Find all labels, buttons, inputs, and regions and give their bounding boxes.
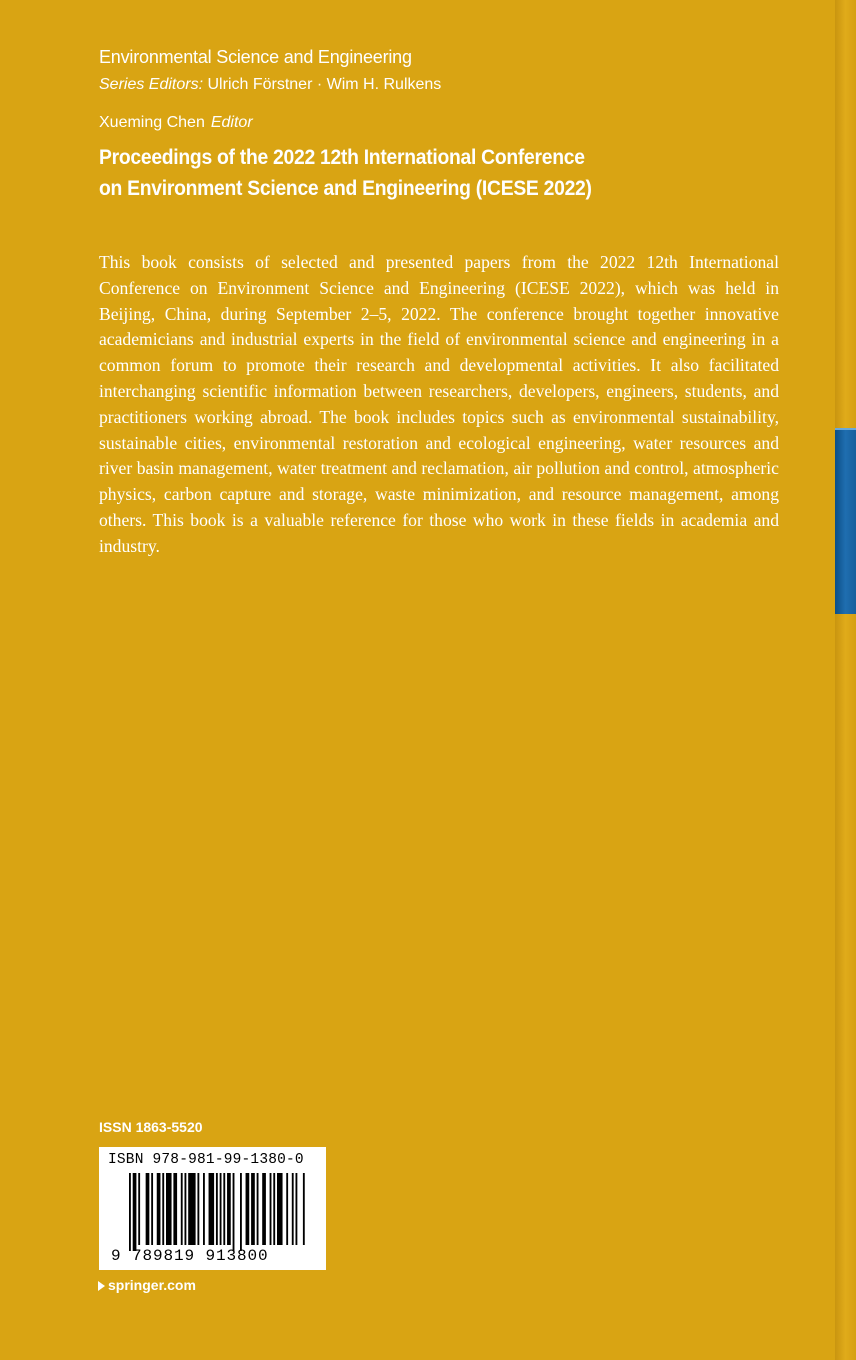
- barcode-bar: [257, 1173, 259, 1245]
- barcode-bar: [251, 1173, 255, 1245]
- barcode-bar: [188, 1173, 195, 1245]
- barcode-bar: [273, 1173, 275, 1245]
- series-editors: [99, 76, 441, 94]
- book-spine: [835, 0, 856, 1360]
- barcode-bar: [146, 1173, 150, 1245]
- series-editors-names: Ulrich Förstner · Wim H. Rulkens: [207, 76, 442, 93]
- book-title: [99, 142, 743, 204]
- issn-label: ISSN 1863-5520: [99, 1119, 203, 1135]
- barcode-bar: [303, 1173, 305, 1245]
- barcode-bar: [233, 1173, 235, 1251]
- barcode-bar: [286, 1173, 288, 1245]
- barcode-bar: [185, 1173, 187, 1245]
- publisher-website-text: springer.com: [108, 1277, 196, 1293]
- barcode-bar: [220, 1173, 222, 1245]
- barcode-bar: [270, 1173, 272, 1245]
- isbn-barcode: [99, 1147, 326, 1270]
- series-title: Environmental Science and Engineering: [99, 47, 412, 67]
- barcode-bar: [129, 1173, 131, 1251]
- barcode-bar: [292, 1173, 294, 1245]
- barcode-bar: [240, 1173, 242, 1251]
- editor-name: Xueming Chen: [99, 114, 205, 131]
- barcode-isbn-text: ISBN 978-981-99-1380-0: [108, 1152, 304, 1168]
- book-title-line-2: on Environment Science and Engineering (ICESE 2022): [99, 177, 592, 200]
- book-description: This book consists of selected and presented papers from the 2022 12th International Conference on Environment Science and Engineering (ICESE 2022), which was held in Beijing, China, during September 2–5, 2022. The conference brought together innovative academicians and industrial experts in the field of environmental science and engineering in a common forum to promote their research and developmental activities. It also facilitated interchanging scientific information between researchers, developers, engineers, students, and practitioners working abroad. The book includes topics such as environmental sustainability, sustainable cities, environmental restoration and ecological engineering, water resources and river basin management, water treatment and reclamation, air pollution and control, atmospheric physics, carbon capture and storage, waste minimization, and resource management, among others. This book is a valuable reference for those who work in these fields in academia and industry.: [99, 252, 779, 556]
- barcode-bar: [166, 1173, 172, 1245]
- barcode-bar: [296, 1173, 298, 1245]
- editor-role: Editor: [210, 114, 253, 131]
- barcode-bar: [157, 1173, 161, 1245]
- barcode-bar: [277, 1173, 283, 1245]
- barcode-bar: [173, 1173, 177, 1245]
- barcode-bar: [223, 1173, 225, 1245]
- barcode-bar: [162, 1173, 164, 1245]
- spine-color-band: [835, 428, 856, 614]
- series-editors-label: Series Editors:: [99, 76, 204, 93]
- barcode-bar: [138, 1173, 140, 1245]
- barcode-bar: [216, 1173, 218, 1245]
- barcode-bar: [197, 1173, 199, 1245]
- arrow-right-icon: [98, 1281, 105, 1291]
- barcode-bar: [209, 1173, 215, 1245]
- publisher-website-link[interactable]: [98, 1277, 196, 1293]
- spine-band-highlight: [835, 428, 856, 430]
- barcode-bar: [246, 1173, 250, 1245]
- barcode-bar: [181, 1173, 183, 1245]
- barcode-bar: [133, 1173, 137, 1251]
- barcode-bar: [151, 1173, 153, 1245]
- book-editor: [99, 114, 253, 132]
- barcode-bar: [262, 1173, 266, 1245]
- book-title-line-1: Proceedings of the 2022 12th International Conference: [99, 146, 585, 169]
- barcode-bar: [227, 1173, 231, 1245]
- barcode-digits: 9 789819 913800: [111, 1247, 269, 1265]
- barcode-bar: [203, 1173, 205, 1245]
